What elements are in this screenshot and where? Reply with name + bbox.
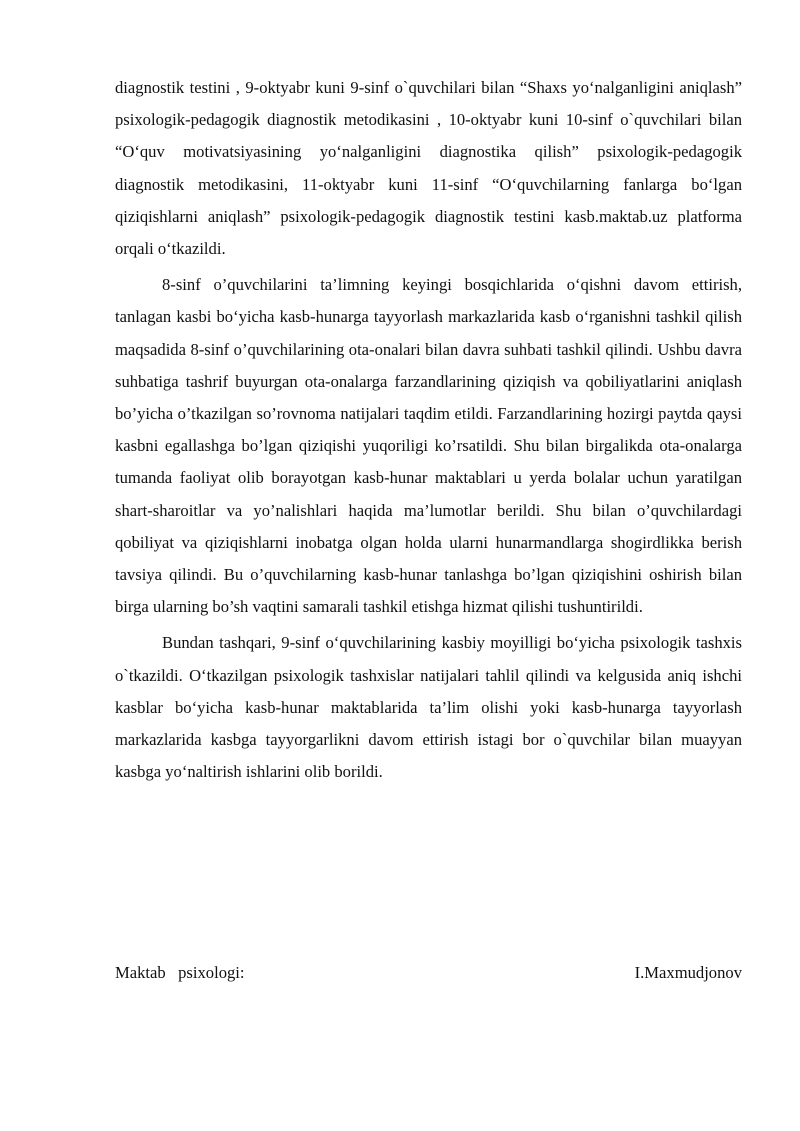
signature-line bbox=[115, 957, 742, 989]
paragraph-3: Bundan tashqari, 9-sinf o‘quvchilarining kasbiy moyilligi bo‘yicha psixologik tashxis o`tkazildi. O‘tkazilgan psixologik tashxislar natijalari tahlil qilindi va kelgusida aniq ishchi kasblar bo‘yicha kasb-hunar maktablarida ta’lim olishi yoki kasb-hunarga tayyorlash markazlarida kasbga tayyorgarlikni davom ettirish istagi bor o`quvchilar bilan muayyan kasbga yo‘naltirish ishlarini olib borildi. bbox=[115, 633, 742, 782]
signature-role: Maktab psixologi: bbox=[115, 963, 245, 982]
document-body bbox=[115, 72, 742, 788]
paragraph-2: 8-sinf o’quvchilarini ta’limning keyingi bosqichlarida o‘qishni davom ettirish, tanlagan kasbi bo‘yicha kasb-hunarga tayyorlash markazlarida kasb o‘rganishni tashkil qilish maqsadida 8-sinf o’quvchilarining ota-onalari bilan davra suhbati tashkil qilindi. Ushbu davra suhbatiga tashrif buyurgan ota-onalarga farzandlarining qiziqish va qobiliyatlarini aniqlash bo’yicha o’tkazilgan so’rovnoma natijalari taqdim etildi. Farzandlarining hozirgi paytda qaysi kasbni egallashga bo’lgan qiziqishi yuqoriligi ko’rsatildi. Shu bilan birgalikda ota-onalarga tumanda faoliyat olib borayotgan kasb-hunar maktablari u yerda bolalar uchun yaratilgan shart-sharoitlar va yo’nalishlari haqida ma’lumotlar berildi. Shu bilan o’quvchilardagi qobiliyat va qiziqishlarni inobatga olgan holda ularni hunarmandlarga shogirdlikka berish tavsiya qilindi. Bu o’quvchilarning kasb-hunar tanlashga bo’lgan qiziqishini oshirish bilan birga ularning bo’sh vaqtini samarali tashkil etishga hizmat qilishi tushuntirildi. bbox=[115, 275, 742, 617]
signature-name: I.Maxmudjonov bbox=[634, 963, 742, 982]
paragraph-1: diagnostik testini , 9-oktyabr kuni 9-sinf o`quvchilari bilan “Shaxs yo‘nalganligini aniqlash” psixologik-pedagogik diagnostik metodikasini , 10-oktyabr kuni 10-sinf o`quvchilari bilan “O‘quv motivatsiyasining yo‘nalganligini diagnostika qilish” psixologik-pedagogik diagnostik metodikasini, 11-oktyabr kuni 11-sinf “O‘quvchilarning fanlarga bo‘lgan qiziqishlarni aniqlash” psixologik-pedagogik diagnostik testini kasb.maktab.uz platforma orqali o‘tkazildi. bbox=[115, 78, 742, 259]
